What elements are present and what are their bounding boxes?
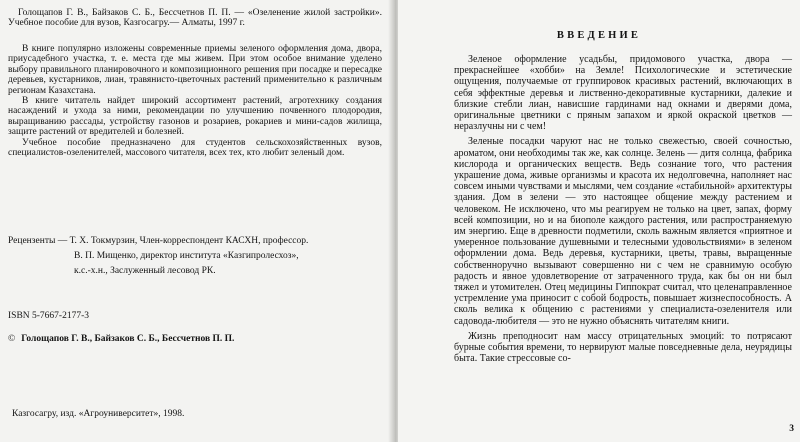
reviewer-line: — Т. Х. Токмурзин, Член-корреспондент КАСХН, профессор.: [57, 236, 309, 246]
reviewer-line: к.с.-х.н., Заслуженный лесовод РК.: [74, 265, 216, 276]
copyright-line: [8, 334, 234, 344]
body-paragraph: Жизнь преподносит нам массу отрицательных эмоций: то потрясают бурные события времени, то нервируют малые повседневные дела, неурядицы быта. Такие стрессовые со-: [454, 330, 792, 365]
body-paragraph: Зеленое оформление усадьбы, придомового участка, двора — прекраснейшее «хобби» на Земле! Психологические и эстетические ощущения, получаемые от группировок красивых растений, включающих в себя эффектные деревья и лиственно-декоративные кустарники, далекие и близкие стебли лиан, нависшие гардинами над окнами и дверями дома, оригинальные цветники с пряным запахом и яркой окраской цветков — неразлучны ни с чем!: [454, 54, 792, 133]
annotation: [8, 44, 382, 158]
right-page: [398, 0, 800, 442]
left-page: [0, 0, 392, 442]
reviewers-block: [8, 236, 388, 276]
annotation-paragraph: В книге читатель найдет широкий ассортимент растений, агротехнику создания насаждений и ухода за ними, рекомендации по улучшению почвенного плодородия, выращиванию рассады, устройству газонов и розариев, рокариев и мини-садов жилища, защите растений от вредителей и болезней.: [8, 96, 382, 138]
annotation-paragraph: Учебное пособие предназначено для студентов сельскохозяйственных вузов, специалистов-озеленителей, массового читателя, всех тех, кто любит зеленый дом.: [8, 137, 382, 159]
isbn: ISBN 5-7667-2177-3: [8, 311, 90, 321]
copyright-authors: Голощапов Г. В., Байзаков С. Б., Бессчетнов П. П.: [21, 334, 235, 344]
chapter-title: ВВЕДЕНИЕ: [556, 30, 642, 41]
page-number: 3: [789, 424, 794, 434]
reviewers-label: Рецензенты: [8, 236, 56, 246]
copyright-icon: ©: [8, 334, 16, 344]
annotation-paragraph: В книге популярно изложены современные приемы зеленого оформления дома, двора, приусадебного участка, т. е. места где мы живем. При этом особое внимание уделено выбору правильного планировочного и композиционного решения при посадке и пересадке деревьев, кустарников, лиан, травянисто-цветочных растений применительно к различным регионам Казахстана.: [8, 44, 382, 96]
reviewer-line: В. П. Мищенко, директор института «Казгипролесхоз»,: [74, 250, 299, 261]
imprint: Казгосагру, изд. «Агроуниверситет», 1998.: [12, 409, 185, 419]
body-paragraph: Зеленые посадки чаруют нас не только свежестью, своей сочностью, ароматом, они необходимы так же, как солнце. Зелень — дитя солнца, фабрика кислорода и органических веществ. Ведь сознание того, что растения украшение дома, живые организмы и красота их недолговечна, наполняет нас совсем иными чувствами и мыслями, чем создание «стабильной» архитектуры здания. Дом в зелени — это настоящее общение между растением и человеком. Не исключено, что мы реагируем не только на цвет, запах, форму всей композиции, но и на биополе каждого растения, или распространяемую им энергию. Еще в древности подметили, сколь важным является «приятное и умеренное пользование душевными и телесными удовольствиями» в зеленом оформлении дома. Ведь деревья, кустарники, цветы, травы, выращенные собственноручно вызывают совершенно ни с чем не сравнимую особую радость и явное удовлетворение от затраченного труда, как бы он ни был тяжел и утомителен. Отец медицины Гиппократ считал, что целенаправленное устремление ума приносит с собой бодрость, повышает жизнеспособность. А сколь велика к общению с растениями у специалиста-озеленителя или садовода-любителя — это не нужно объяснять читателям книги.: [454, 136, 792, 327]
bibliographic-text: Голощапов Г. В., Байзаков С. Б., Бессчетнов П. П. — «Озеленение жилой застройки». Учебное пособие для вузов, Казгосагру.— Алматы, 1997 г.: [8, 8, 382, 29]
bibliographic-record: [8, 8, 382, 29]
body-text: [454, 54, 792, 364]
